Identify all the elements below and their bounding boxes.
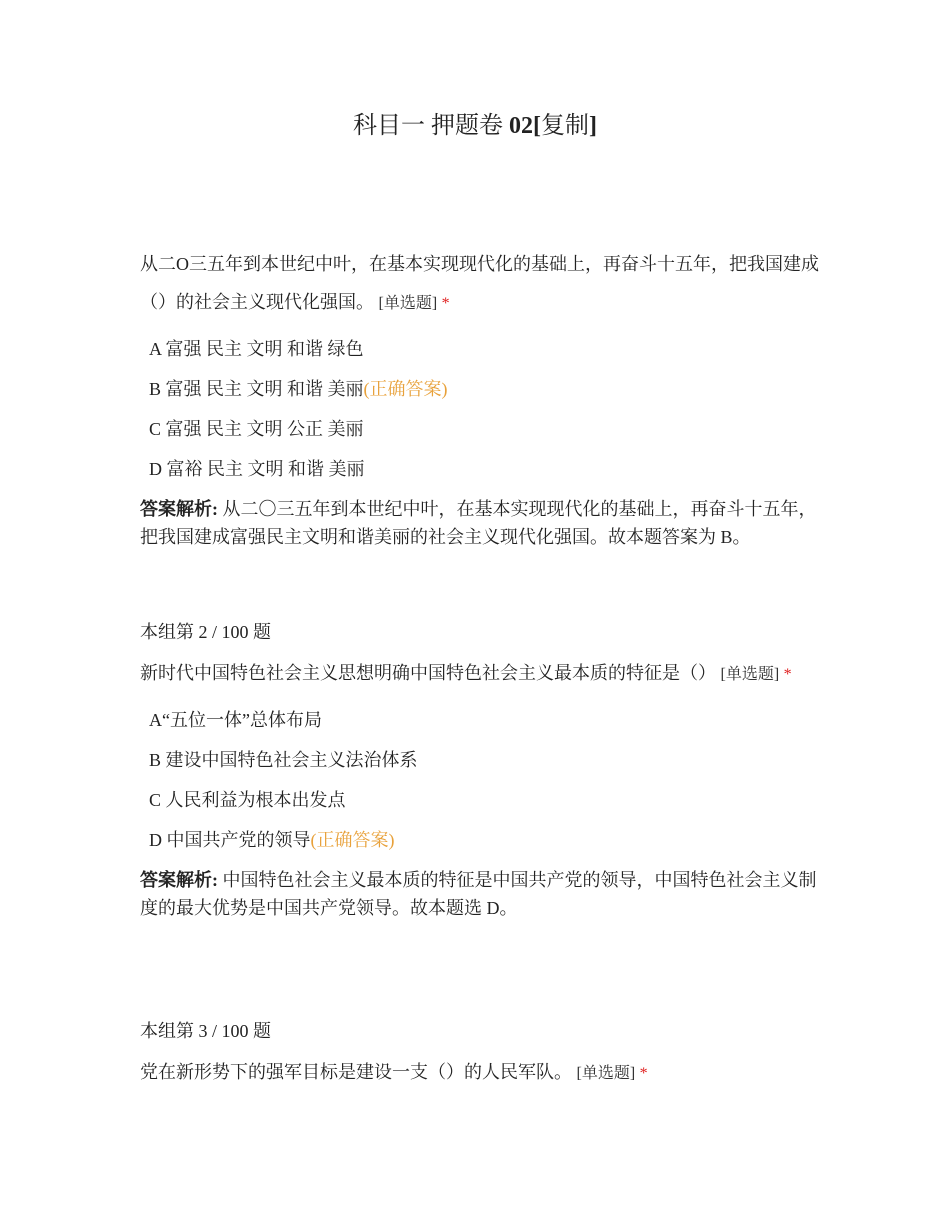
question-type: [单选题] [576,1065,636,1082]
question-type: [单选题] [720,666,780,683]
option-label: D 富裕 民主 文明 和谐 美丽 [149,459,365,479]
title-number: 02[ [509,113,541,139]
option-label: D 中国共产党的领导 [149,830,311,850]
question-type: [单选题] [378,295,438,312]
question-text [140,1053,820,1093]
question-text [140,654,820,694]
page-title [0,110,950,142]
question-2 [140,618,820,922]
correct-answer-tag: (正确答案) [363,379,448,399]
analysis-text: 从二〇三五年到本世纪中叶，在基本实现现代化的基础上，再奋斗十五年，把我国建成富强民主文明和谐美丽的社会主义现代化强国。故本题答案为 B。 [140,499,817,547]
option-list [140,700,820,860]
analysis-text: 中国特色社会主义最本质的特征是中国共产党的领导，中国特色社会主义制度的最大优势是中国共产党领导。故本题选 D。 [140,870,817,918]
title-prefix: 科目一 押题卷 [353,113,509,139]
option-a[interactable] [140,329,820,369]
option-label: A 富强 民主 文明 和谐 绿色 [149,339,364,359]
correct-answer-tag: (正确答案) [310,830,395,850]
option-c[interactable] [140,780,820,820]
answer-analysis [140,866,820,922]
analysis-label: 答案解析: [140,499,218,519]
title-copy-word: 复制 [541,113,589,139]
question-stem: 新时代中国特色社会主义思想明确中国特色社会主义最本质的特征是（） [140,663,716,683]
answer-analysis [140,495,820,551]
title-close-bracket: ] [589,113,597,139]
option-d[interactable] [140,820,820,860]
question-counter: 本组第 3 / 100 题 [140,1021,272,1041]
question-stem: 从二O三五年到本世纪中叶，在基本实现现代化的基础上，再奋斗十五年，把我国建成（）的社会主义现代化强国。 [140,254,819,312]
option-a[interactable] [140,700,820,740]
option-label: C 人民利益为根本出发点 [149,790,346,810]
question-counter: 本组第 2 / 100 题 [140,622,272,642]
option-label: B 建设中国特色社会主义法治体系 [149,750,418,770]
option-label: A“五位一体”总体布局 [149,710,322,730]
question-3 [140,1017,820,1093]
option-d[interactable] [140,449,820,489]
option-label: B 富强 民主 文明 和谐 美丽 [149,379,364,399]
option-c[interactable] [140,409,820,449]
option-list [140,329,820,489]
required-mark: * [441,295,450,312]
option-label: C 富强 民主 文明 公正 美丽 [149,419,364,439]
required-mark: * [783,666,792,683]
question-1 [140,245,820,551]
required-mark: * [639,1065,648,1082]
option-b[interactable] [140,740,820,780]
option-b[interactable] [140,369,820,409]
question-stem: 党在新形势下的强军目标是建设一支（）的人民军队。 [140,1062,572,1082]
question-text [140,245,820,323]
analysis-label: 答案解析: [140,870,218,890]
